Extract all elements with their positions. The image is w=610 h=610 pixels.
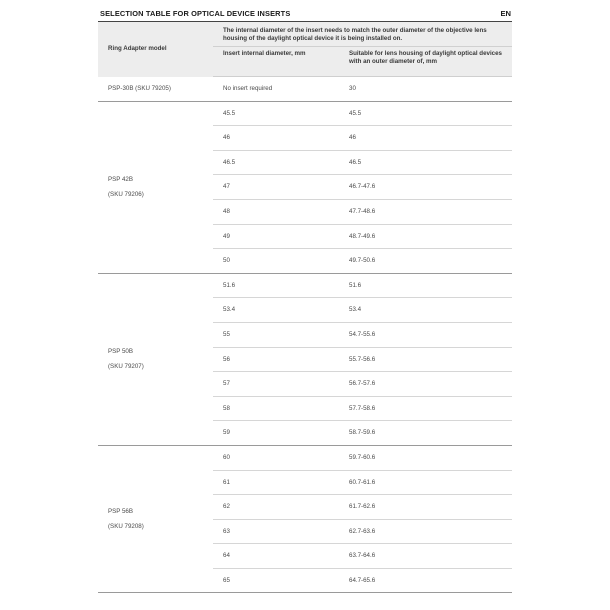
table-row — [98, 273, 512, 298]
ring-adapter-model-cell — [98, 445, 213, 593]
table-row — [98, 77, 512, 102]
insert-diameter-cell: 56 — [213, 347, 339, 372]
model-name: PSP 42B — [108, 176, 133, 184]
document-page — [98, 0, 512, 593]
table-row — [98, 101, 512, 126]
suitable-diameter-cell: 46 — [339, 126, 512, 151]
insert-diameter-cell: 61 — [213, 470, 339, 495]
insert-diameter-cell: 63 — [213, 519, 339, 544]
insert-diameter-cell: 45.5 — [213, 101, 339, 126]
insert-diameter-cell: 50 — [213, 249, 339, 274]
header-note: The internal diameter of the insert needs to match the outer diameter of the objective lens housing of the daylight optical device it is being installed on. — [213, 22, 512, 47]
suitable-diameter-cell: 56.7-57.6 — [339, 372, 512, 397]
insert-diameter-cell: No insert required — [213, 77, 339, 102]
table-row — [98, 445, 512, 470]
table-header — [98, 22, 512, 77]
suitable-diameter-cell: 30 — [339, 77, 512, 102]
insert-diameter-cell: 55 — [213, 322, 339, 347]
model-sku: (SKU 79207) — [108, 362, 144, 370]
insert-diameter-cell: 53.4 — [213, 298, 339, 323]
suitable-diameter-cell: 45.5 — [339, 101, 512, 126]
suitable-diameter-cell: 64.7-65.6 — [339, 568, 512, 593]
suitable-diameter-cell: 62.7-63.6 — [339, 519, 512, 544]
insert-diameter-cell: 46.5 — [213, 150, 339, 175]
model-name: PSP-30B (SKU 79205) — [108, 84, 171, 92]
insert-diameter-cell: 47 — [213, 175, 339, 200]
model-name: PSP 56B — [108, 508, 133, 516]
suitable-diameter-cell: 60.7-61.6 — [339, 470, 512, 495]
suitable-diameter-cell: 46.5 — [339, 150, 512, 175]
model-sku: (SKU 79208) — [108, 522, 144, 530]
suitable-diameter-cell: 47.7-48.6 — [339, 199, 512, 224]
header-suitable-for: Suitable for lens housing of daylight optical devices with an outer diameter of, mm — [339, 47, 512, 77]
suitable-diameter-cell: 54.7-55.6 — [339, 322, 512, 347]
ring-adapter-model-cell — [98, 273, 213, 445]
model-name: PSP 50B — [108, 348, 133, 356]
insert-diameter-cell: 48 — [213, 199, 339, 224]
insert-diameter-cell: 51.6 — [213, 273, 339, 298]
header-insert-diameter: Insert internal diameter, mm — [213, 47, 339, 77]
language-label: EN — [500, 9, 511, 18]
suitable-diameter-cell: 55.7-56.6 — [339, 347, 512, 372]
insert-diameter-cell: 65 — [213, 568, 339, 593]
insert-diameter-cell: 62 — [213, 495, 339, 520]
insert-diameter-cell: 57 — [213, 372, 339, 397]
suitable-diameter-cell: 63.7-64.6 — [339, 544, 512, 569]
suitable-diameter-cell: 51.6 — [339, 273, 512, 298]
suitable-diameter-cell: 49.7-50.6 — [339, 249, 512, 274]
suitable-diameter-cell: 59.7-60.6 — [339, 445, 512, 470]
document-title: SELECTION TABLE FOR OPTICAL DEVICE INSERTS — [100, 9, 291, 18]
insert-diameter-cell: 64 — [213, 544, 339, 569]
suitable-diameter-cell: 57.7-58.6 — [339, 396, 512, 421]
header-ring-adapter-model: Ring Adapter model — [98, 22, 213, 77]
ring-adapter-model-cell — [98, 101, 213, 273]
insert-diameter-cell: 49 — [213, 224, 339, 249]
suitable-diameter-cell: 58.7-59.6 — [339, 421, 512, 446]
selection-table — [98, 21, 512, 593]
document-header — [98, 0, 512, 21]
insert-diameter-cell: 60 — [213, 445, 339, 470]
model-sku: (SKU 79206) — [108, 190, 144, 198]
suitable-diameter-cell: 61.7-62.6 — [339, 495, 512, 520]
suitable-diameter-cell: 53.4 — [339, 298, 512, 323]
suitable-diameter-cell: 46.7-47.6 — [339, 175, 512, 200]
insert-diameter-cell: 59 — [213, 421, 339, 446]
ring-adapter-model-cell — [98, 77, 213, 102]
table-body — [98, 77, 512, 593]
insert-diameter-cell: 58 — [213, 396, 339, 421]
insert-diameter-cell: 46 — [213, 126, 339, 151]
suitable-diameter-cell: 48.7-49.6 — [339, 224, 512, 249]
